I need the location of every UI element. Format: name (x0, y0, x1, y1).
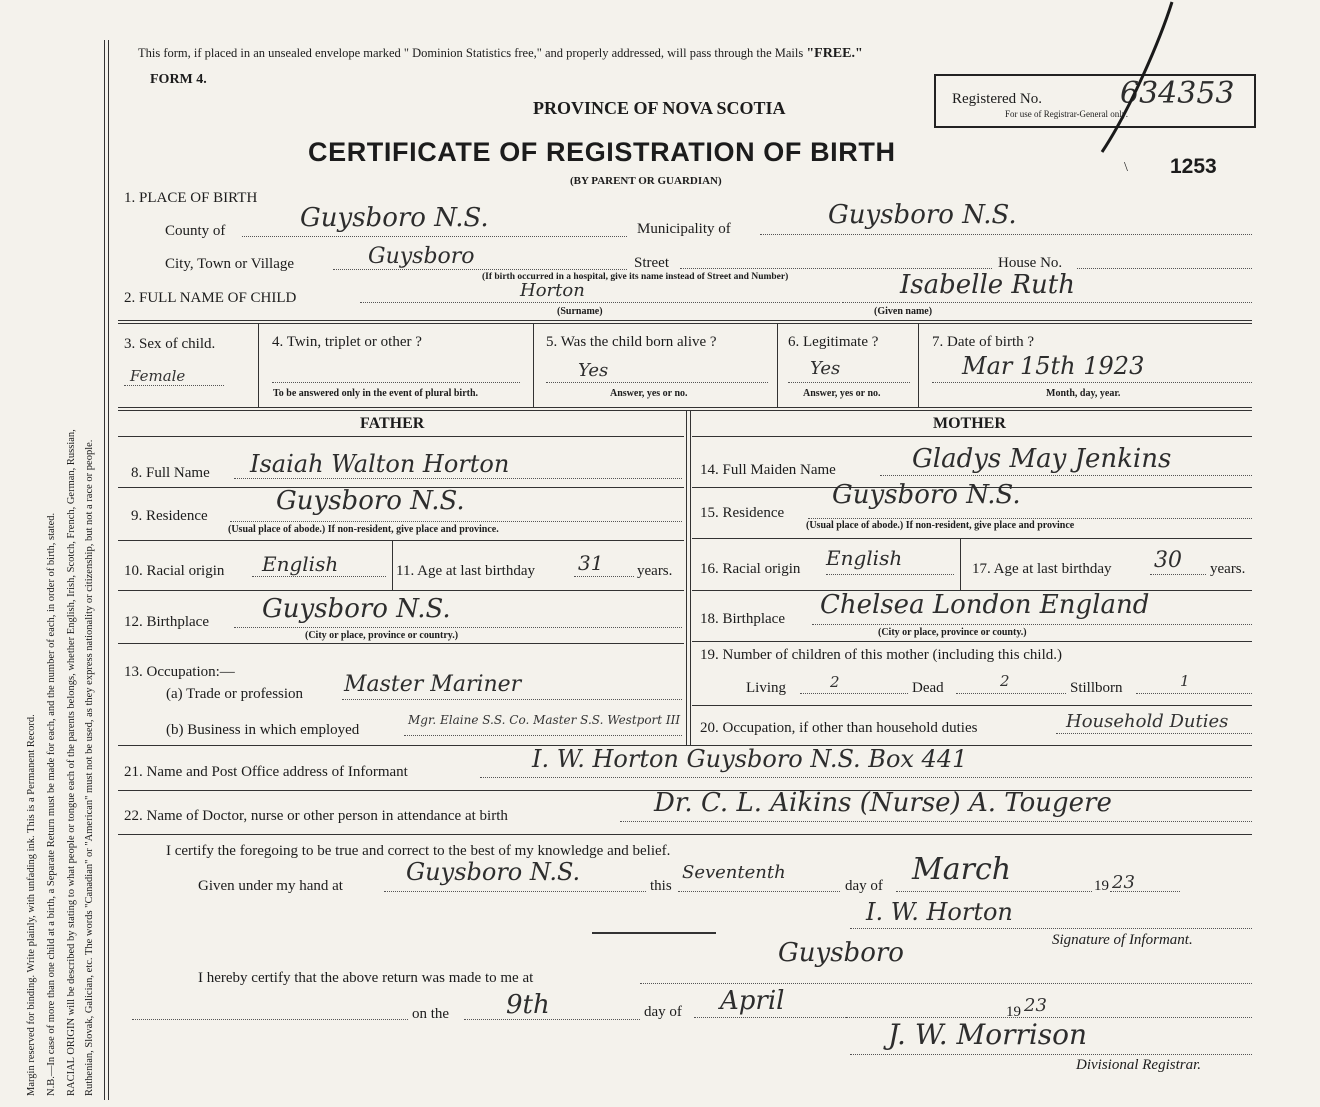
living-value: 2 (830, 673, 840, 691)
father-racial-value: English (262, 552, 339, 576)
child-name-label: 2. FULL NAME OF CHILD (124, 290, 297, 306)
return-day-of-label: day of (644, 1004, 682, 1020)
father-age-years: years. (637, 563, 673, 579)
certify-year: 23 (1112, 872, 1135, 893)
given-under-label: Given under my hand at (198, 878, 343, 894)
margin-note-nb: N.B.—In case of more than one child at a birth, a Separate Return must be made for each, and the number of each, in order of birth, stated. (46, 512, 57, 1096)
registrar-signature: J. W. Morrison (888, 1018, 1088, 1051)
mother-birthplace-note: (City or place, province or county.) (878, 627, 1027, 638)
return-month: April (720, 986, 785, 1016)
registered-number-value: 634353 (1120, 76, 1235, 111)
informant-value: I. W. Horton Guysboro N.S. Box 441 (532, 745, 968, 773)
corner-number: 1253 (1170, 155, 1217, 178)
mother-age-years: years. (1210, 561, 1246, 577)
mother-age-value: 30 (1154, 548, 1182, 573)
mother-occupation-value: Household Duties (1066, 711, 1229, 732)
margin-note-binding: Margin reserved for binding. Write plainly, with unfading ink. This is a Permanent Record. (26, 714, 37, 1096)
informant-signature: I. W. Horton (866, 898, 1013, 926)
stillborn-value: 1 (1180, 672, 1190, 690)
certificate-subtitle: (BY PARENT OR GUARDIAN) (570, 175, 722, 187)
surname-note: (Surname) (557, 306, 603, 317)
informant-signature-label: Signature of Informant. (1052, 932, 1193, 948)
child-surname: Horton (520, 280, 585, 301)
dead-value: 2 (1000, 672, 1010, 690)
father-heading: FATHER (360, 415, 425, 432)
return-day: 9th (506, 990, 550, 1020)
city-label: City, Town or Village (165, 256, 295, 272)
mother-residence-note: (Usual place of abode.) If non-resident, give place and province (806, 520, 1075, 531)
children-count-label: 19. Number of children of this mother (including this child.) (700, 647, 1063, 663)
margin-rule-2 (108, 40, 109, 1100)
mother-age-label: 17. Age at last birthday (972, 561, 1112, 577)
mother-racial-label: 16. Racial origin (700, 561, 801, 577)
plurality-note: To be answered only in the event of plural birth. (273, 388, 479, 399)
father-age-label: 11. Age at last birthday (396, 563, 535, 579)
certificate-title: CERTIFICATE OF REGISTRATION OF BIRTH (308, 137, 896, 167)
born-alive-label: 5. Was the child born alive ? (546, 334, 717, 350)
city-value: Guysboro (368, 244, 475, 269)
father-name-label: 8. Full Name (131, 465, 210, 481)
certify-statement: I certify the foregoing to be true and correct to the best of my knowledge and belief. (166, 843, 671, 859)
hospital-note: (If birth occurred in a hospital, give its name instead of Street and Number) (482, 272, 789, 282)
county-label: County of (165, 223, 226, 239)
return-year-prefix: 19 (1006, 1004, 1021, 1020)
born-alive-value: Yes (578, 360, 609, 381)
business-label: (b) Business in which employed (166, 722, 360, 738)
attendant-label: 22. Name of Doctor, nurse or other person in attendance at birth (124, 808, 508, 824)
municipality-label: Municipality of (637, 221, 731, 237)
date-of-birth-value: Mar 15th 1923 (962, 352, 1145, 380)
mother-birthplace-label: 18. Birthplace (700, 611, 785, 627)
plurality-label: 4. Twin, triplet or other ? (272, 334, 422, 350)
legitimate-label: 6. Legitimate ? (788, 334, 879, 350)
return-place: Guysboro (778, 938, 904, 968)
province-title: PROVINCE OF NOVA SCOTIA (533, 98, 786, 118)
mail-notice: This form, if placed in an unsealed envelope marked " Dominion Statistics free," and properly addressed, will pass through the Mails "FREE." (138, 46, 863, 61)
legitimate-note: Answer, yes or no. (803, 388, 881, 399)
dead-label: Dead (912, 680, 944, 696)
sex-label: 3. Sex of child. (124, 336, 216, 352)
father-racial-label: 10. Racial origin (124, 563, 225, 579)
business-value: Mgr. Elaine S.S. Co. Master S.S. Westport III (408, 713, 681, 727)
certify-year-prefix: 19 (1094, 878, 1109, 894)
trade-label: (a) Trade or profession (166, 686, 304, 702)
certify-month: March (912, 852, 1012, 887)
attendant-value: Dr. C. L. Aikins (Nurse) A. Tougere (654, 788, 1112, 818)
father-occupation-label: 13. Occupation:— (124, 664, 235, 680)
mother-birthplace-value: Chelsea London England (820, 590, 1150, 620)
father-residence-value: Guysboro N.S. (276, 486, 465, 516)
father-birthplace-label: 12. Birthplace (124, 614, 209, 630)
trade-value: Master Mariner (344, 672, 522, 697)
sex-value: Female (130, 367, 186, 385)
return-year: 23 (1024, 995, 1047, 1016)
mother-occupation-label: 20. Occupation, if other than household duties (700, 720, 978, 736)
legitimate-value: Yes (810, 358, 841, 379)
day-of-label: day of (845, 878, 883, 894)
on-the-label: on the (412, 1006, 450, 1022)
date-of-birth-label: 7. Date of birth ? (932, 334, 1035, 350)
margin-note-racial-2: Ruthenian, Slovak, Galician, etc. The words "Canadian" or "American" must not be used, as they express nationality or citizenship, but not a race or people. (84, 439, 95, 1096)
given-name-note: (Given name) (874, 306, 933, 317)
stillborn-label: Stillborn (1070, 680, 1123, 696)
mother-name-label: 14. Full Maiden Name (700, 462, 836, 478)
certify-day: Sevententh (682, 862, 786, 883)
registrar-label: Divisional Registrar. (1076, 1057, 1202, 1073)
mother-residence-value: Guysboro N.S. (832, 480, 1021, 510)
place-of-birth-label: 1. PLACE OF BIRTH (124, 190, 258, 206)
born-alive-note: Answer, yes or no. (610, 388, 688, 399)
father-birthplace-value: Guysboro N.S. (262, 594, 451, 624)
county-value: Guysboro N.S. (300, 203, 489, 233)
informant-label: 21. Name and Post Office address of Informant (124, 764, 408, 780)
father-residence-label: 9. Residence (131, 508, 208, 524)
mother-residence-label: 15. Residence (700, 505, 785, 521)
date-of-birth-note: Month, day, year. (1046, 388, 1121, 399)
municipality-value: Guysboro N.S. (828, 200, 1017, 230)
margin-note-racial-1: RACIAL ORIGIN will be described by stating to what people or tongue each of the parents belongs, whether English, Irish, Scotch, French, German, Russian, (66, 429, 77, 1096)
father-name-value: Isaiah Walton Horton (250, 450, 510, 478)
return-label: I hereby certify that the above return was made to me at (198, 970, 534, 986)
registrar-slash-mark (1090, 0, 1180, 160)
corner-tick: \ (1124, 160, 1128, 175)
mother-name-value: Gladys May Jenkins (912, 444, 1172, 474)
mother-racial-value: English (826, 546, 903, 570)
mother-heading: MOTHER (933, 415, 1006, 432)
father-age-value: 31 (578, 551, 604, 575)
father-birthplace-note: (City or place, province or country.) (305, 630, 459, 641)
house-number-label: House No. (998, 255, 1063, 271)
certify-place: Guysboro N.S. (406, 858, 581, 886)
child-given-name: Isabelle Ruth (900, 270, 1075, 300)
registered-number-note: For use of Registrar-General only. (1005, 109, 1128, 119)
margin-rule (104, 40, 105, 1100)
registered-number-label: Registered No. (952, 91, 1042, 107)
this-label: this (650, 878, 672, 894)
living-label: Living (746, 680, 786, 696)
father-residence-note: (Usual place of abode.) If non-resident, give place and province. (228, 524, 499, 535)
street-label: Street (634, 255, 669, 271)
form-number: FORM 4. (150, 72, 207, 87)
